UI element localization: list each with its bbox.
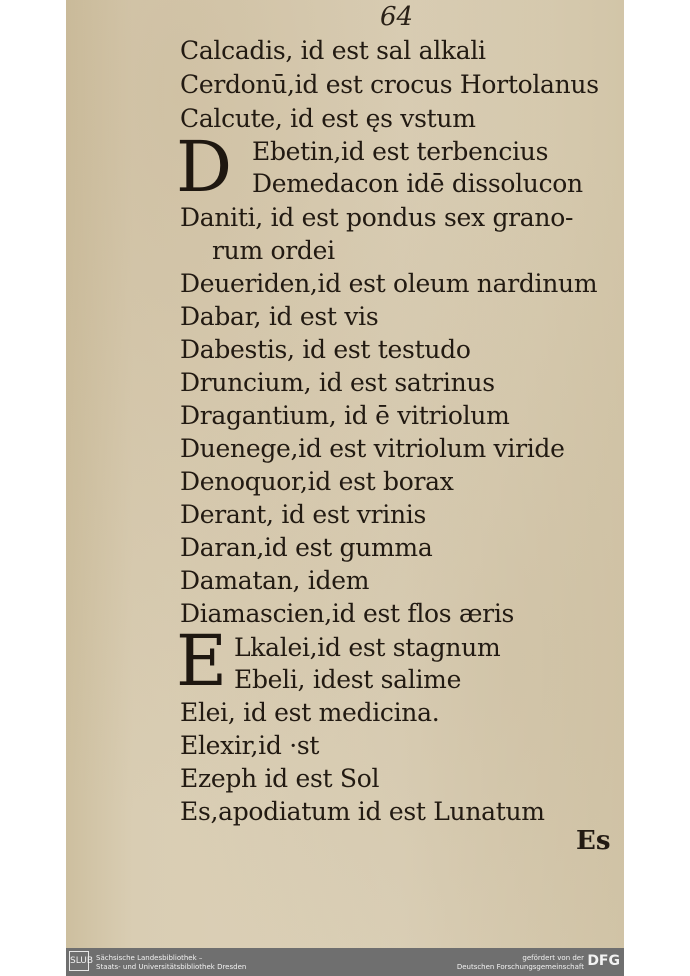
entry-daniti: Daniti, id est pondus sex grano- xyxy=(180,203,574,232)
entry-elei: Elei, id est medicina. xyxy=(180,698,440,727)
entry-cerdonu: Cerdonū,id est crocus Hortolanus xyxy=(180,70,599,99)
entry-ebeli: Ebeli, idest salime xyxy=(234,665,462,694)
drop-cap-e: E xyxy=(176,620,228,702)
entry-calcadis: Calcadis, id est sal alkali xyxy=(180,36,486,65)
drop-cap-d: D xyxy=(176,126,233,208)
entry-debetin: Ebetin,id est terbencius xyxy=(252,137,549,166)
entry-daniti-cont: rum ordei xyxy=(212,236,335,265)
entry-derant: Derant, id est vrinis xyxy=(180,500,426,529)
entry-calcute: Calcute, id est ęs vstum xyxy=(180,104,476,133)
library-line-2: Staats- und Universitätsbibliothek Dresden xyxy=(96,963,247,971)
entry-denoquor: Denoquor,id est borax xyxy=(180,467,454,496)
entry-dragantium: Dragantium, id ē vitriolum xyxy=(180,401,510,430)
entry-dabar: Dabar, id est vis xyxy=(180,302,379,331)
book-page xyxy=(66,0,624,948)
entry-demedacon: Demedacon idē dissolucon xyxy=(252,169,583,198)
funding-credit xyxy=(457,954,584,972)
entry-dabestis: Dabestis, id est testudo xyxy=(180,335,471,364)
entry-duenege: Duenege,id est vitriolum viride xyxy=(180,434,565,463)
funding-line-2: Deutschen Forschungsgemeinschaft xyxy=(456,963,584,971)
entry-ezeph: Ezeph id est Sol xyxy=(180,764,380,793)
library-line-1: Sächsische Landesbibliothek – xyxy=(96,954,203,962)
footer-bar xyxy=(66,948,624,976)
entry-damatan: Damatan, idem xyxy=(180,566,370,595)
entry-elexir: Elexir,id ·st xyxy=(180,731,320,760)
entry-daran: Daran,id est gumma xyxy=(180,533,433,562)
entry-diamascien: Diamascien,id est flos æris xyxy=(180,599,515,628)
library-credit xyxy=(96,954,246,972)
entry-elkalei: Lkalei,id est stagnum xyxy=(234,633,501,662)
catchword: Es xyxy=(576,826,611,856)
entry-deueriden: Deueriden,id est oleum nardinum xyxy=(180,269,598,298)
dfg-logo: DFG xyxy=(587,953,620,969)
funding-line-1: gefördert von der xyxy=(522,954,584,962)
slub-logo: SLUB xyxy=(69,951,89,971)
entry-es-apodiatum: Es,apodiatum id est Lunatum xyxy=(180,797,545,826)
entry-druncium: Druncium, id est satrinus xyxy=(180,368,495,397)
page-number: 64 xyxy=(380,2,414,32)
